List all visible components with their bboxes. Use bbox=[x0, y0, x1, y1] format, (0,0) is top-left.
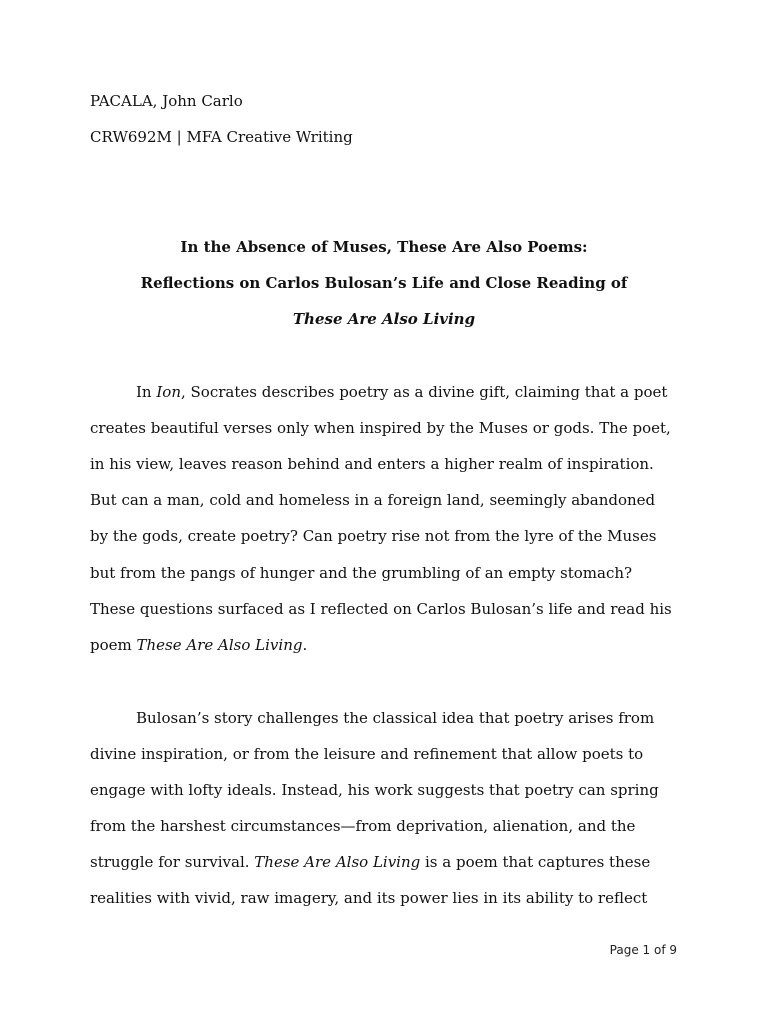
paragraph-1-line-5: by the gods, create poetry? Can poetry rise not from the lyre of the Muses bbox=[90, 527, 657, 545]
title-line-3: These Are Also Living bbox=[292, 310, 476, 328]
paragraph-1-line-2: creates beautiful verses only when inspired by the Muses or gods. The poet, bbox=[90, 419, 671, 437]
paragraph-1-line-1 bbox=[136, 382, 667, 402]
course-line: CRW692M | MFA Creative Writing bbox=[90, 128, 353, 146]
ion-title: Ion bbox=[156, 383, 181, 401]
poem-title: These Are Also Living bbox=[136, 636, 303, 654]
paragraph-1-line-6: but from the pangs of hunger and the grumbling of an empty stomach? bbox=[90, 564, 633, 582]
paragraph-1-line-7: These questions surfaced as I reflected on Carlos Bulosan’s life and read his bbox=[90, 600, 672, 618]
paragraph-1-text: . bbox=[302, 636, 308, 654]
paragraph-1-text: poem bbox=[90, 636, 137, 654]
paragraph-1-text: In bbox=[136, 383, 157, 401]
paragraph-2-line-1: Bulosan’s story challenges the classical idea that poetry arises from bbox=[136, 709, 655, 727]
paragraph-1-line-8 bbox=[90, 635, 307, 655]
paragraph-2-line-4: from the harshest circumstances—from deprivation, alienation, and the bbox=[90, 817, 636, 835]
paragraph-2-line-2: divine inspiration, or from the leisure and refinement that allow poets to bbox=[90, 745, 644, 763]
paragraph-2-text: is a poem that captures these bbox=[420, 853, 651, 871]
paragraph-2-line-6: realities with vivid, raw imagery, and its power lies in its ability to reflect bbox=[90, 889, 648, 907]
paragraph-2-line-3: engage with lofty ideals. Instead, his work suggests that poetry can spring bbox=[90, 781, 659, 799]
paragraph-2-line-5 bbox=[90, 852, 650, 872]
author-name: PACALA, John Carlo bbox=[90, 92, 243, 110]
paragraph-1-text: , Socrates describes poetry as a divine gift, claiming that a poet bbox=[180, 383, 668, 401]
title-line-2: Reflections on Carlos Bulosan’s Life and Close Reading of bbox=[140, 274, 628, 292]
paragraph-1-line-3: in his view, leaves reason behind and enters a higher realm of inspiration. bbox=[90, 455, 654, 473]
title-line-1: In the Absence of Muses, These Are Also Poems: bbox=[180, 238, 588, 256]
paragraph-2-text: struggle for survival. bbox=[90, 853, 255, 871]
page-number: Page 1 of 9 bbox=[609, 943, 677, 957]
poem-title: These Are Also Living bbox=[254, 853, 421, 871]
paragraph-1-line-4: But can a man, cold and homeless in a foreign land, seemingly abandoned bbox=[90, 491, 656, 509]
